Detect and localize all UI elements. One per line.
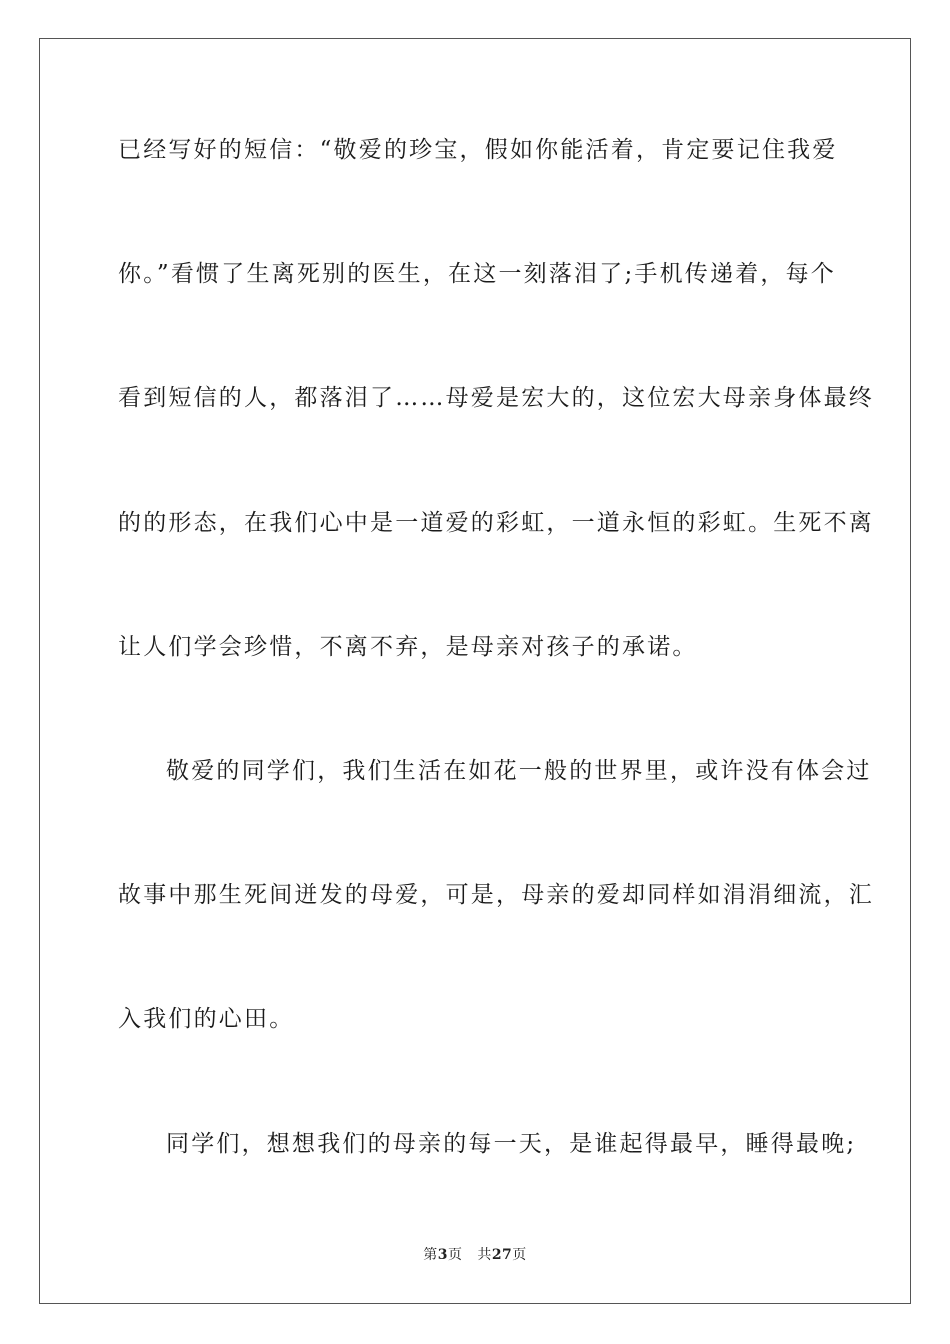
paragraph-start-line: 敬爱的同学们，我们生活在如花一般的世界里，或许没有体会过	[166, 758, 872, 784]
paragraph-start-line: 同学们，想想我们的母亲的每一天，是谁起得最早，睡得最晚;	[166, 1131, 857, 1157]
text-line: 入我们的心田。	[118, 1006, 295, 1032]
text-line: 你。”看惯了生离死别的医生，在这一刻落泪了;手机传递着，每个	[118, 261, 837, 287]
page-number: 3	[437, 1247, 448, 1263]
page-prefix: 第	[423, 1247, 438, 1263]
text-line: 的的形态，在我们心中是一道爱的彩虹，一道永恒的彩虹。生死不离	[118, 510, 874, 536]
text-line: 已经写好的短信：“敬爱的珍宝，假如你能活着，肯定要记住我爱	[118, 137, 838, 163]
total-suffix: 页	[512, 1247, 527, 1263]
text-line: 故事中那生死间迸发的母爱，可是，母亲的爱却同样如涓涓细流，汇	[118, 882, 874, 908]
text-line: 让人们学会珍惜，不离不弃，是母亲对孩子的承诺。	[118, 634, 698, 660]
text-line: 看到短信的人，都落泪了……母爱是宏大的，这位宏大母亲身体最终	[118, 385, 874, 411]
total-prefix: 共	[477, 1247, 492, 1263]
total-pages: 27	[491, 1247, 513, 1263]
page-footer	[0, 1244, 950, 1264]
page-suffix: 页	[447, 1247, 463, 1263]
page-border	[39, 38, 911, 1304]
